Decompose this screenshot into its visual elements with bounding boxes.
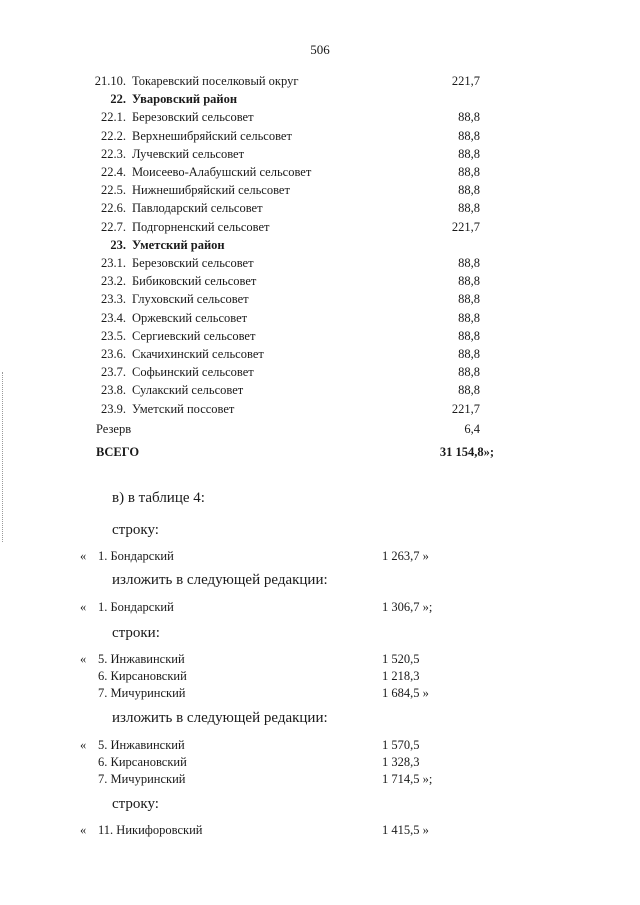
row-name: Нижнешибряйский сельсовет xyxy=(132,183,290,198)
district-value: 1 415,5 » xyxy=(382,823,429,837)
row-value: 221,7 xyxy=(451,401,480,416)
district-name: 7. Мичуринский xyxy=(98,771,186,786)
district-name: 6. Кирсановский xyxy=(98,754,187,769)
row-number: 22.6. xyxy=(101,201,126,216)
row-value: 88,8 xyxy=(458,146,480,161)
row-name: Софьинский сельсовет xyxy=(132,365,254,380)
paragraph-stroku-2: строку: xyxy=(112,796,159,812)
open-quote: « xyxy=(80,600,87,614)
open-quote: « xyxy=(80,738,87,752)
row-value: 88,8 xyxy=(458,110,480,125)
row-value: 221,7 xyxy=(451,74,480,88)
row-value: 88,8 xyxy=(458,328,480,343)
reserve-value: 6,4 xyxy=(464,422,480,436)
district-name: 5. Инжавинский xyxy=(98,738,185,752)
row-number: 23. xyxy=(110,237,126,252)
list-item xyxy=(0,668,640,685)
table-row xyxy=(0,309,640,327)
row-number: 23.6. xyxy=(101,347,126,361)
table-row xyxy=(0,181,640,199)
row-value: 88,8 xyxy=(458,347,480,361)
row-name: Уметский район xyxy=(132,237,225,252)
district-value: 1 328,3 xyxy=(382,754,420,769)
list-item xyxy=(0,771,640,788)
table-row xyxy=(0,254,640,272)
row-number: 23.9. xyxy=(101,401,126,416)
district-value: 1 570,5 xyxy=(382,738,420,752)
table-row xyxy=(0,345,640,363)
table-row xyxy=(0,381,640,399)
table-section-header xyxy=(0,90,640,108)
district-name: 6. Кирсановский xyxy=(98,668,187,683)
district-name: 1. Бондарский xyxy=(98,549,174,563)
table-row xyxy=(0,127,640,145)
total-row xyxy=(0,443,640,461)
row-number: 21.10. xyxy=(94,74,126,88)
district-value: 1 263,7 » xyxy=(382,549,429,563)
row-value: 88,8 xyxy=(458,183,480,198)
row-name: Токаревский поселковый округ xyxy=(132,74,299,88)
row-value: 88,8 xyxy=(458,128,480,143)
reserve-label: Резерв xyxy=(96,422,132,436)
row-number: 23.7. xyxy=(101,365,126,380)
list-item xyxy=(0,685,640,702)
total-value: 31 154,8»; xyxy=(439,445,494,459)
district-name: 5. Инжавинский xyxy=(98,652,185,666)
row-value: 88,8 xyxy=(458,256,480,270)
table-section-header xyxy=(0,236,640,254)
row-name: Бибиковский сельсовет xyxy=(132,274,257,289)
row-number: 22.5. xyxy=(101,183,126,198)
row-value: 88,8 xyxy=(458,165,480,179)
paragraph-stroki: строки: xyxy=(112,625,160,641)
row-name: Лучевский сельсовет xyxy=(132,146,245,161)
list-item xyxy=(0,737,640,754)
district-name: 7. Мичуринский xyxy=(98,685,186,700)
district-value: 1 684,5 » xyxy=(382,685,429,700)
list-item xyxy=(0,651,640,668)
row-number: 23.8. xyxy=(101,383,126,398)
row-name: Березовский сельсовет xyxy=(132,110,254,125)
row-name: Березовский сельсовет xyxy=(132,256,254,270)
paragraph-stroku: строку: xyxy=(112,522,159,538)
table-row xyxy=(0,272,640,290)
margin-scan-line xyxy=(2,372,4,542)
paragraph-izlozhit: изложить в следующей редакции: xyxy=(112,572,328,588)
row-name: Моисеево-Алабушский сельсовет xyxy=(132,165,312,179)
row-name: Сулакский сельсовет xyxy=(132,383,244,398)
row-value: 88,8 xyxy=(458,365,480,380)
row-number: 22. xyxy=(110,92,126,107)
table-row xyxy=(0,290,640,308)
row-name: Верхнешибряйский сельсовет xyxy=(132,128,292,143)
table-row xyxy=(0,363,640,381)
row-name: Уваровский район xyxy=(132,92,238,107)
row-value: 88,8 xyxy=(458,201,480,216)
table-row xyxy=(0,218,640,236)
row-name: Глуховский сельсовет xyxy=(132,292,249,307)
row-name: Уметский поссовет xyxy=(132,401,235,416)
row-name: Павлодарский сельсовет xyxy=(132,201,263,216)
table-row xyxy=(0,108,640,126)
row-number: 23.5. xyxy=(101,328,126,343)
list-item xyxy=(0,754,640,771)
row-number: 22.2. xyxy=(101,128,126,143)
total-label: ВСЕГО xyxy=(96,445,140,459)
table-row xyxy=(0,145,640,163)
paragraph-izlozhit-2: изложить в следующей редакции: xyxy=(112,710,328,726)
table-row xyxy=(0,327,640,345)
row-number: 22.1. xyxy=(101,110,126,125)
district-value: 1 218,3 xyxy=(382,668,420,683)
reserve-row xyxy=(0,420,640,438)
table4-heading: в) в таблице 4: xyxy=(112,490,205,506)
table-row xyxy=(0,400,640,418)
open-quote: « xyxy=(80,823,87,837)
row-number: 22.7. xyxy=(101,219,126,234)
row-name: Сергиевский сельсовет xyxy=(132,328,256,343)
list-item xyxy=(0,822,640,839)
list-item xyxy=(0,548,640,565)
row-number: 23.1. xyxy=(101,256,126,270)
row-name: Оржевский сельсовет xyxy=(132,310,248,325)
page-number: 506 xyxy=(310,42,330,57)
row-number: 23.2. xyxy=(101,274,126,289)
row-value: 221,7 xyxy=(451,219,480,234)
row-number: 23.3. xyxy=(101,292,126,307)
row-value: 88,8 xyxy=(458,310,480,325)
district-name: 11. Никифоровский xyxy=(98,823,203,837)
row-number: 22.3. xyxy=(101,146,126,161)
district-value: 1 520,5 xyxy=(382,652,420,666)
row-value: 88,8 xyxy=(458,274,480,289)
list-item xyxy=(0,599,640,616)
open-quote: « xyxy=(80,549,87,563)
row-value: 88,8 xyxy=(458,383,480,398)
table-row xyxy=(0,72,640,90)
open-quote: « xyxy=(80,652,87,666)
table-row xyxy=(0,163,640,181)
row-value: 88,8 xyxy=(458,292,480,307)
table-row xyxy=(0,199,640,217)
district-value: 1 306,7 »; xyxy=(382,600,433,614)
row-name: Скачихинский сельсовет xyxy=(132,347,264,361)
district-value: 1 714,5 »; xyxy=(382,771,433,786)
district-name: 1. Бондарский xyxy=(98,600,174,614)
row-number: 23.4. xyxy=(101,310,126,325)
row-number: 22.4. xyxy=(101,165,126,179)
row-name: Подгорненский сельсовет xyxy=(132,219,270,234)
